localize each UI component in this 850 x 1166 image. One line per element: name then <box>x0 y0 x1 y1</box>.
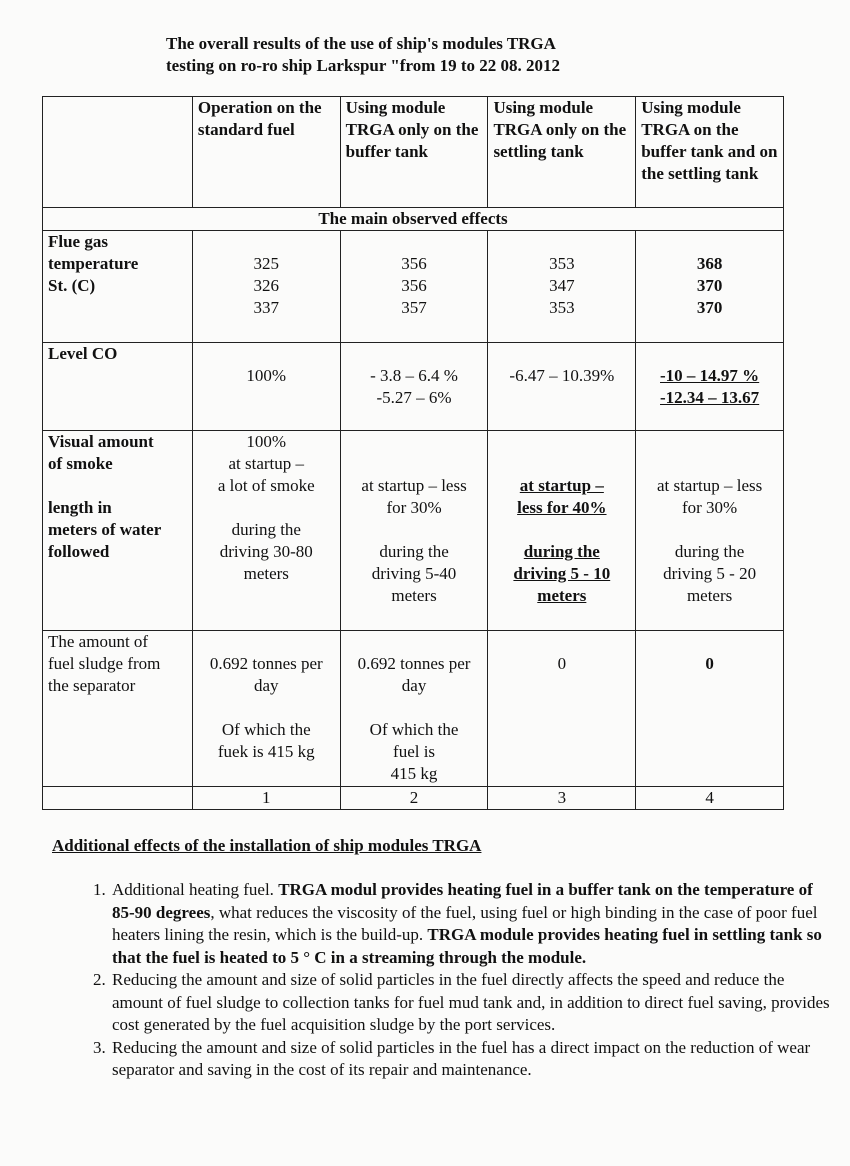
column-number-row <box>43 787 784 810</box>
column-number-2: 2 <box>340 787 488 810</box>
column-number-4: 4 <box>636 787 784 810</box>
sludge-label: The amount of fuel sludge from the separator <box>43 631 193 787</box>
flue-gas-label: Flue gas temperature St. (C) <box>43 231 193 343</box>
header-empty-cell <box>43 97 193 208</box>
level-co-col1: 100% <box>192 343 340 431</box>
column-number-empty <box>43 787 193 810</box>
list-item: 1. Additional heating fuel. TRGA modul provides heating fuel in a buffer tank on the temperature of 85-90 degrees, what reduces the viscosity of the fuel, using fuel or high binding in the case of poor fuel heaters lining the resin, which is the build-up. TRGA module provides heating fuel in settling tank so that the fuel is heated to 5 ° C in a streaming through the module. <box>110 879 830 969</box>
header-buffer-tank: Using module TRGA only on the buffer tank <box>340 97 488 208</box>
title-line-1: The overall results of the use of ship's modules TRGA <box>166 34 556 53</box>
level-co-col3: -6.47 – 10.39% <box>488 343 636 431</box>
column-number-3: 3 <box>488 787 636 810</box>
smoke-col1: 100% at startup – a lot of smoke during the driving 30-80 meters <box>192 431 340 631</box>
effects-row <box>43 208 784 231</box>
sludge-row <box>43 631 784 787</box>
additional-effects-title: Additional effects of the installation of ship modules TRGA <box>52 836 482 855</box>
flue-gas-col4: 368 370 370 <box>636 231 784 343</box>
smoke-col3: at startup – less for 40% during the driving 5 - 10 meters <box>488 431 636 631</box>
additional-effects-list <box>68 879 830 1082</box>
document-title <box>166 33 686 77</box>
list-item: 3. Reducing the amount and size of solid particles in the fuel has a direct impact on the reduction of wear separator and saving in the cost of its repair and maintenance. <box>110 1037 830 1082</box>
smoke-col4: at startup – less for 30% during the driving 5 - 20 meters <box>636 431 784 631</box>
flue-gas-col2: 356 356 357 <box>340 231 488 343</box>
title-line-2: testing on ro-ro ship Larkspur "from 19 to 22 08. 2012 <box>166 56 561 75</box>
sludge-col3: 0 <box>488 631 636 787</box>
level-co-col2: - 3.8 – 6.4 % -5.27 – 6% <box>340 343 488 431</box>
header-both-tanks: Using module TRGA on the buffer tank and on the settling tank <box>636 97 784 208</box>
column-number-1: 1 <box>192 787 340 810</box>
sludge-col1: 0.692 tonnes per day Of which the fuek is 415 kg <box>192 631 340 787</box>
level-co-col4: -10 – 14.97 % -12.34 – 13.67 <box>636 343 784 431</box>
flue-gas-row <box>43 231 784 343</box>
sludge-col2: 0.692 tonnes per day Of which the fuel is 415 kg <box>340 631 488 787</box>
level-co-label: Level CO <box>43 343 193 431</box>
results-table <box>42 96 784 810</box>
level-co-row <box>43 343 784 431</box>
list-item: 2. Reducing the amount and size of solid particles in the fuel directly affects the speed and reduce the amount of fuel sludge to collection tanks for fuel mud tank and, in addition to direct fuel saving, provides cost generated by the fuel acquisition sludge by the port services. <box>110 969 830 1037</box>
header-standard-fuel: Operation on the standard fuel <box>192 97 340 208</box>
header-settling-tank: Using module TRGA only on the settling tank <box>488 97 636 208</box>
smoke-label: Visual amount of smoke length in meters of water followed <box>43 431 193 631</box>
smoke-row <box>43 431 784 631</box>
header-row <box>43 97 784 208</box>
flue-gas-col3: 353 347 353 <box>488 231 636 343</box>
flue-gas-col1: 325 326 337 <box>192 231 340 343</box>
sludge-col4: 0 <box>636 631 784 787</box>
smoke-col2: at startup – less for 30% during the driving 5-40 meters <box>340 431 488 631</box>
effects-title: The main observed effects <box>43 208 784 231</box>
